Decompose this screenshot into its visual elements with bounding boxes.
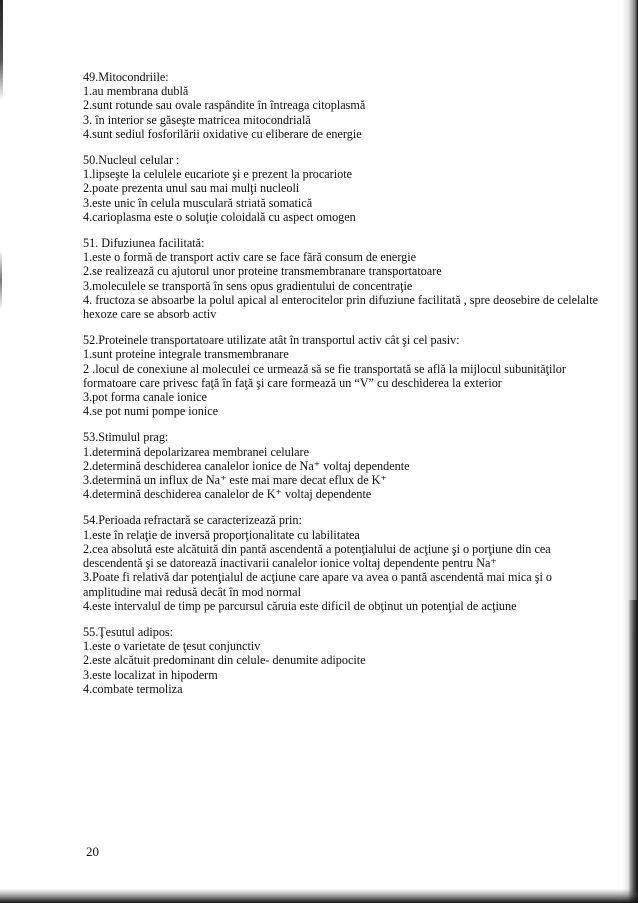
scan-shadow-left [0, 0, 3, 100]
question-title: 54.Perioada refractară se caracterizează prin: [83, 513, 302, 528]
question-option: 2.este alcătuit predominant din celule- denumite adipocite [83, 653, 366, 668]
question-option: 4. fructoza se absoarbe la polul apical al enterocitelor prin difuziune facilitată , spre deosebire de celelalte hexoze care se absorb activ [83, 292, 599, 322]
question-option: 4.se pot numi pompe ionice [83, 404, 219, 419]
question-option: 1.au membrana dublă [83, 84, 189, 99]
question-50 [83, 153, 603, 224]
question-option: 3.este localizat in hipoderm [83, 667, 218, 682]
question-option: 3.este unic în celula musculară striată somatică [83, 195, 313, 210]
question-55 [83, 625, 603, 696]
question-option: 1.determină depolarizarea membranei celulare [83, 444, 310, 459]
question-title: 50.Nucleul celular : [83, 153, 180, 168]
question-option: 4.este intervalul de timp pe parcursul căruia este dificil de obţinut un potenţial de acţiune [83, 598, 517, 613]
question-option: 2.determină deschiderea canalelor ionice de Na⁺ voltaj dependente [83, 458, 410, 473]
page-content [83, 70, 603, 708]
question-title: 52.Proteinele transportatoare utilizate atât în transportul activ cât şi cel pasiv: [83, 333, 460, 348]
page-number: 20 [86, 844, 99, 859]
question-title: 49.Mitocondriile: [83, 70, 169, 84]
question-title: 53.Stimulul prag: [83, 430, 169, 445]
question-53 [83, 430, 603, 501]
question-option: 4.determină deschiderea canalelor de K⁺ voltaj dependente [83, 487, 372, 502]
question-option: 3.pot forma canale ionice [83, 390, 207, 405]
question-option: 1.este în relaţie de inversă proporţionalitate cu labilitatea [83, 527, 360, 542]
question-option: 4.sunt sediul fosforilării oxidative cu eliberare de energie [83, 126, 362, 141]
question-option: 3.Poate fi relativă dar potenţialul de acţiune care apare va avea o pantă ascendentă mai mica şi o amplitudine mai redusă decât în mod normal [83, 570, 552, 599]
question-title: 51. Difuziunea facilitată: [83, 236, 205, 251]
scan-shadow-left-lower [0, 250, 2, 310]
question-52 [83, 333, 603, 418]
question-54 [83, 513, 603, 612]
question-option: 2.se realizează cu ajutorul unor proteine transmembranare transportatoare [83, 264, 442, 279]
question-option: 2 .locul de conexiune al moleculei ce urmează să se fie transportată se află la mijlocul subunităţilor formatoare care privesc faţă în faţă şi care formează un “V” cu deschiderea la exterior [83, 361, 566, 390]
question-option: 1.sunt proteine integrale transmembranare [83, 347, 289, 362]
scan-shadow-right-dark [628, 600, 638, 903]
question-option: 2.cea absolută este alcătuită din pantă ascendentă a potenţialului de acţiune şi o porţiune din cea descendentă şi se datorează inactivarii canalelor ionice voltaj dependente pentru Na⁺ [83, 541, 551, 571]
question-option: 3.determină un influx de Na⁺ este mai mare decat eflux de K⁺ [83, 473, 387, 488]
question-option: 3.moleculele se transportă în sens opus gradientului de concentraţie [83, 278, 413, 293]
scan-shadow-bottom [0, 889, 638, 903]
question-option: 2.poate prezenta unul sau mai mulţi nucleoli [83, 181, 300, 196]
question-option: 2.sunt rotunde sau ovale raspândite în întreaga citoplasmă [83, 98, 366, 113]
question-option: 1.este o formă de transport activ care se face fără consum de energie [83, 250, 417, 265]
question-option: 1.lipseşte la celulele eucariote şi e prezent la procariote [83, 167, 353, 182]
question-option: 3. în interior se găseşte matricea mitocondrială [83, 112, 311, 127]
question-51 [83, 236, 603, 321]
question-49 [83, 70, 603, 141]
question-option: 1.este o varietate de ţesut conjunctiv [83, 639, 261, 654]
question-option: 4.combate termoliza [83, 681, 183, 696]
question-option: 4.carioplasma este o soluţie coloidală cu aspect omogen [83, 209, 356, 224]
question-title: 55.Ţesutul adipos: [83, 624, 174, 639]
